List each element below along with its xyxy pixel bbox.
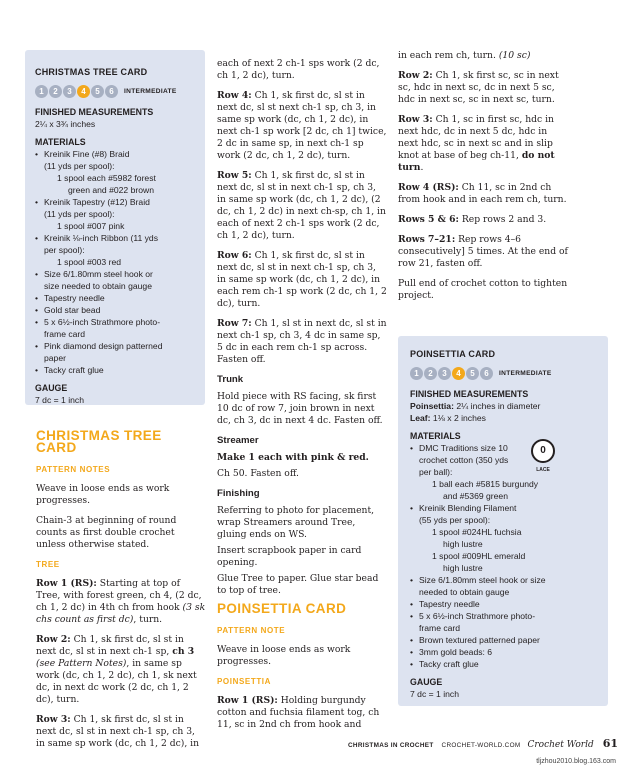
level-dot-6: 6	[105, 85, 118, 98]
poinsettia-row-1-continuation	[398, 50, 568, 62]
material-item: 1 spool #024HL fuchsia	[432, 527, 522, 537]
finishing-step-1: Referring to photo for placement, wrap Streamers around Tree, gluing ends on WS.	[217, 505, 375, 540]
row-bold: ch 3	[172, 646, 195, 657]
row-text: Ch 1, sk first dc, sl st in next dc, sl st next ch-1 sp, ch 3, in same sp work (dc, ch 1, 2 dc), in next ch-1 sp work [2 dc, ch 1] twice, 2 dc in same sp, in next ch-1 sp work (2 dc, ch 1, 2 dc), turn.	[217, 90, 387, 161]
gauge-heading: GAUGE	[35, 383, 68, 393]
row-label: Row 6:	[217, 250, 252, 261]
poinsettia-card-info-box	[398, 336, 608, 706]
material-item: • Gold star bead	[35, 304, 195, 316]
row-text: Ch 1, sk first sc, sc in next sc, hdc in next sc, dc in next 5 sc, hdc in next sc, sc in next sc, turn.	[398, 70, 559, 105]
watermark: tljzhou2010.blog.163.com	[536, 758, 616, 765]
row-text: Ch 1, sk first dc, sl st in next dc, sl st in next ch-1 sp, ch 3, in same sp work (dc, ch 1, 2 dc), in	[36, 714, 200, 749]
poinsettia-rows-7-21	[398, 234, 568, 270]
trunk-heading: Trunk	[217, 374, 244, 385]
row-text: Ch 1, sc in first sc, hdc in next hdc, dc in next 5 dc, hdc in next hdc, sc in next sc and in slip knot at base of beg ch-11,	[398, 114, 554, 161]
material-item: 1 spool #009HL emerald	[432, 551, 526, 561]
gauge-heading: GAUGE	[410, 677, 443, 687]
page-number: 61	[602, 737, 619, 750]
material-item: • Brown textured patterned paper	[410, 634, 596, 646]
tree-row-3	[36, 714, 206, 750]
tree-row-1	[36, 578, 206, 626]
tree-row-6	[217, 250, 387, 310]
row-text: Ch 1, sk first dc, sl st in next dc, sl st in next ch-1 sp, ch 3, in same sp work (dc, ch 1, 2 dc), (2 dc, ch 1, 2 dc) in next ch-sp, ch 1, in each of next 2 ch-1 sps work (2 dc, ch 1, 2 dc), turn.	[217, 170, 386, 241]
level-dot-4-active: 4	[452, 367, 465, 380]
streamer-heading: Streamer	[217, 435, 259, 446]
row-label: Row 7:	[217, 318, 252, 329]
row-label: Row 2:	[36, 634, 71, 645]
trunk-text: Hold piece with RS facing, sk first 10 dc of row 7, join brown in next dc, ch 3, dc in next 4 dc. Fasten off.	[217, 391, 383, 426]
poinsettia-rows-5-6	[398, 214, 568, 226]
row-text: Holding burgundy cotton and fuchsia filament tog, ch 11, sc in 2nd ch from hook and	[217, 695, 380, 730]
material-item: • Tapestry needle	[35, 292, 195, 304]
material-item: • Kreinik Tapestry (#12) Braid	[35, 196, 195, 208]
yarn-weight-number: 0	[540, 445, 546, 456]
material-item: and #5369 green	[443, 491, 508, 501]
row-italic-note: (10 sc)	[498, 50, 531, 61]
row-text: , turn.	[133, 614, 163, 625]
finished-poinsettia-size	[410, 400, 596, 412]
level-dot-5: 5	[91, 85, 104, 98]
level-dot-1: 1	[35, 85, 48, 98]
finishing-heading: Finishing	[217, 488, 260, 499]
material-item: (11 yds per spool):	[44, 209, 115, 219]
material-item: 1 spool #007 pink	[57, 221, 125, 231]
poinsettia-row-4	[398, 182, 568, 206]
pull-end-text: Pull end of crochet cotton to tighten project.	[398, 278, 568, 301]
row-italic-note: (see Pattern Notes)	[36, 658, 127, 669]
material-item: per ball):	[419, 467, 453, 477]
tree-box-title: CHRISTMAS TREE CARD	[35, 67, 148, 77]
measure-value: 2¼ inches in diameter	[453, 401, 541, 411]
column-middle	[217, 58, 387, 739]
finishing-step-2: Insert scrapbook paper in card opening.	[217, 545, 362, 568]
page-footer	[348, 737, 619, 750]
finished-measurements-heading: FINISHED MEASUREMENTS	[35, 107, 154, 117]
row-label: Row 3:	[36, 714, 71, 725]
material-item: 1 spool each #5982 forest	[57, 173, 156, 183]
poinsettia-row-3	[398, 114, 568, 174]
level-dot-6: 6	[480, 367, 493, 380]
row-text: Ch 1, sk first dc, sl st in next dc, sl st in next ch-1 sp,	[36, 634, 184, 657]
finished-leaf-size	[410, 412, 596, 424]
material-item: 1 ball each #5815 burgundy	[432, 479, 539, 489]
row-label: Row 1 (RS):	[217, 695, 278, 706]
material-item: needed to obtain gauge	[419, 587, 510, 597]
row-3-continuation: each of next 2 ch-1 sps work (2 dc, ch 1, 2 dc), turn.	[217, 58, 380, 81]
poinsettia-subheading: POINSETTIA	[217, 677, 272, 686]
level-dot-3: 3	[63, 85, 76, 98]
tree-row-4	[217, 90, 387, 162]
skill-level-label: INTERMEDIATE	[499, 369, 552, 377]
pattern-notes-heading: PATTERN NOTES	[36, 465, 111, 474]
row-text: Starting at top of Tree, with forest green, ch 4, (2 dc, ch 1, 2 dc) in 4th ch from hook	[36, 578, 202, 613]
poinsettia-row-2	[398, 70, 568, 106]
row-text: .	[420, 162, 424, 173]
level-dot-2: 2	[424, 367, 437, 380]
material-item: • 5 x 6½-inch Strathmore photo-	[410, 610, 596, 622]
material-item: • 3mm gold beads: 6	[410, 646, 596, 658]
tree-row-2	[36, 634, 206, 706]
material-item: • Tacky craft glue	[35, 364, 195, 376]
tree-row-5	[217, 170, 387, 242]
level-dot-1: 1	[410, 367, 423, 380]
material-item: • Tapestry needle	[410, 598, 596, 610]
material-item: • Tacky craft glue	[410, 658, 596, 670]
row-text: Rep rows 2 and 3.	[458, 214, 547, 225]
row-label: Row 1 (RS):	[36, 578, 97, 589]
skill-level-indicator	[410, 367, 596, 380]
row-text: Ch 11, sc in 2nd ch from hook and in each rem ch, turn.	[398, 182, 567, 205]
row-text: Ch 1, sl st in next dc, sl st in next ch-1 sp, ch 3, 4 dc in same sp, 5 dc in each rem ch-1 sp across. Fasten off.	[217, 318, 387, 365]
material-item: (11 yds per spool):	[44, 161, 115, 171]
material-item: • Size 6/1.80mm steel hook or size	[410, 574, 596, 586]
materials-heading: MATERIALS	[410, 431, 461, 441]
tree-row-7	[217, 318, 387, 366]
row-label: Row 4:	[217, 90, 252, 101]
level-dot-2: 2	[49, 85, 62, 98]
material-item: green and #022 brown	[68, 185, 155, 195]
material-item: • 5 x 6½-inch Strathmore photo-	[35, 316, 195, 328]
column-right	[398, 50, 568, 310]
material-item: • Kreinik Fine (#8) Braid	[35, 148, 195, 160]
streamer-bold-note	[217, 452, 387, 464]
material-item: crochet cotton (350 yds	[419, 455, 509, 465]
material-item: • Kreinik ⅛-inch Ribbon (11 yds	[35, 232, 195, 244]
row-text: Rep rows 4–6 consecutively] 5 times. At the end of row 21, fasten off.	[398, 234, 568, 269]
footer-site: CROCHET-WORLD.COM	[441, 742, 521, 749]
row-bold: do not turn	[398, 150, 555, 173]
column-left	[36, 430, 206, 758]
pattern-note-2: Chain-3 at beginning of round counts as first double crochet unless otherwise stated.	[36, 515, 177, 550]
finished-measurements-heading: FINISHED MEASUREMENTS	[410, 389, 529, 399]
measure-value: 1⅛ x 2 inches	[430, 413, 486, 423]
finishing-step-3: Glue Tree to paper. Glue star bead to top of tree.	[217, 573, 379, 596]
poinsettia-box-title: POINSETTIA CARD	[410, 349, 496, 359]
material-item: high lustre	[443, 563, 483, 573]
finished-measurements-value: 2¼ x 3¾ inches	[35, 119, 96, 129]
level-dot-5: 5	[466, 367, 479, 380]
poinsettia-card-heading: POINSETTIA CARD	[217, 601, 347, 616]
row-label: Row 3:	[398, 114, 433, 125]
material-item: frame card	[44, 329, 86, 339]
materials-list	[35, 148, 195, 376]
footer-section: CHRISTMAS IN CROCHET	[348, 742, 434, 749]
gauge-value: 7 dc = 1 inch	[35, 395, 84, 405]
level-dot-3: 3	[438, 367, 451, 380]
row-label: Rows 5 & 6:	[398, 214, 459, 225]
material-item: 1 spool #003 red	[57, 257, 122, 267]
tree-heading: TREE	[36, 560, 60, 569]
material-item: • Kreinik Blending Filament	[410, 502, 596, 514]
tree-card-heading: CHRISTMAS TREE CARD	[36, 428, 162, 455]
materials-list	[410, 442, 596, 670]
footer-magazine: Crochet World	[527, 740, 594, 750]
material-item: high lustre	[443, 539, 483, 549]
poinsettia-row-1	[217, 695, 387, 731]
measure-label: Leaf:	[410, 413, 431, 423]
row-label: Row 2:	[398, 70, 433, 81]
material-item: frame card	[419, 623, 461, 633]
row-label: Row 5:	[217, 170, 252, 181]
skill-level-label: INTERMEDIATE	[124, 87, 177, 95]
row-text: in each rem ch, turn.	[398, 50, 499, 61]
skill-level-indicator	[35, 85, 195, 98]
row-text: , in same sp work (dc, ch 1, 2 dc), ch 1, sk next dc, in next dc work (2 dc, ch 1, 2 dc), turn.	[36, 658, 197, 705]
streamer-text: Ch 50. Fasten off.	[217, 468, 299, 479]
row-italic-note: (3 sk chs count as first dc)	[36, 602, 206, 625]
material-item: • Pink diamond design patterned	[35, 340, 195, 352]
pattern-note-heading: PATTERN NOTE	[217, 626, 286, 635]
tree-card-info-box	[25, 50, 205, 405]
pattern-note-1: Weave in loose ends as work progresses.	[36, 483, 170, 506]
row-label: Rows 7–21:	[398, 234, 456, 245]
level-dot-4-active: 4	[77, 85, 90, 98]
gauge-value: 7 dc = 1 inch	[410, 689, 459, 699]
material-item: per spool):	[44, 245, 85, 255]
yarn-weight-label: LACE	[536, 467, 550, 473]
material-item: size needed to obtain gauge	[44, 281, 152, 291]
row-label: Row 4 (RS):	[398, 182, 459, 193]
pattern-note-text: Weave in loose ends as work progresses.	[217, 644, 351, 667]
material-item: (55 yds per spool):	[419, 515, 491, 525]
material-item: paper	[44, 353, 66, 363]
row-text: Ch 1, sk first dc, sl st in next dc, sl st in next ch-1 sp, ch 3, in same sp work (dc, ch 1, 2 dc), in each rem ch-1 sp work (2 dc, ch 1, 2 dc), turn.	[217, 250, 387, 309]
materials-heading: MATERIALS	[35, 137, 86, 147]
material-item: • Size 6/1.80mm steel hook or	[35, 268, 195, 280]
streamer-bold: Make 1 each with pink & red.	[217, 452, 369, 463]
material-item: • DMC Traditions size 10	[410, 442, 596, 454]
measure-label: Poinsettia:	[410, 401, 454, 411]
